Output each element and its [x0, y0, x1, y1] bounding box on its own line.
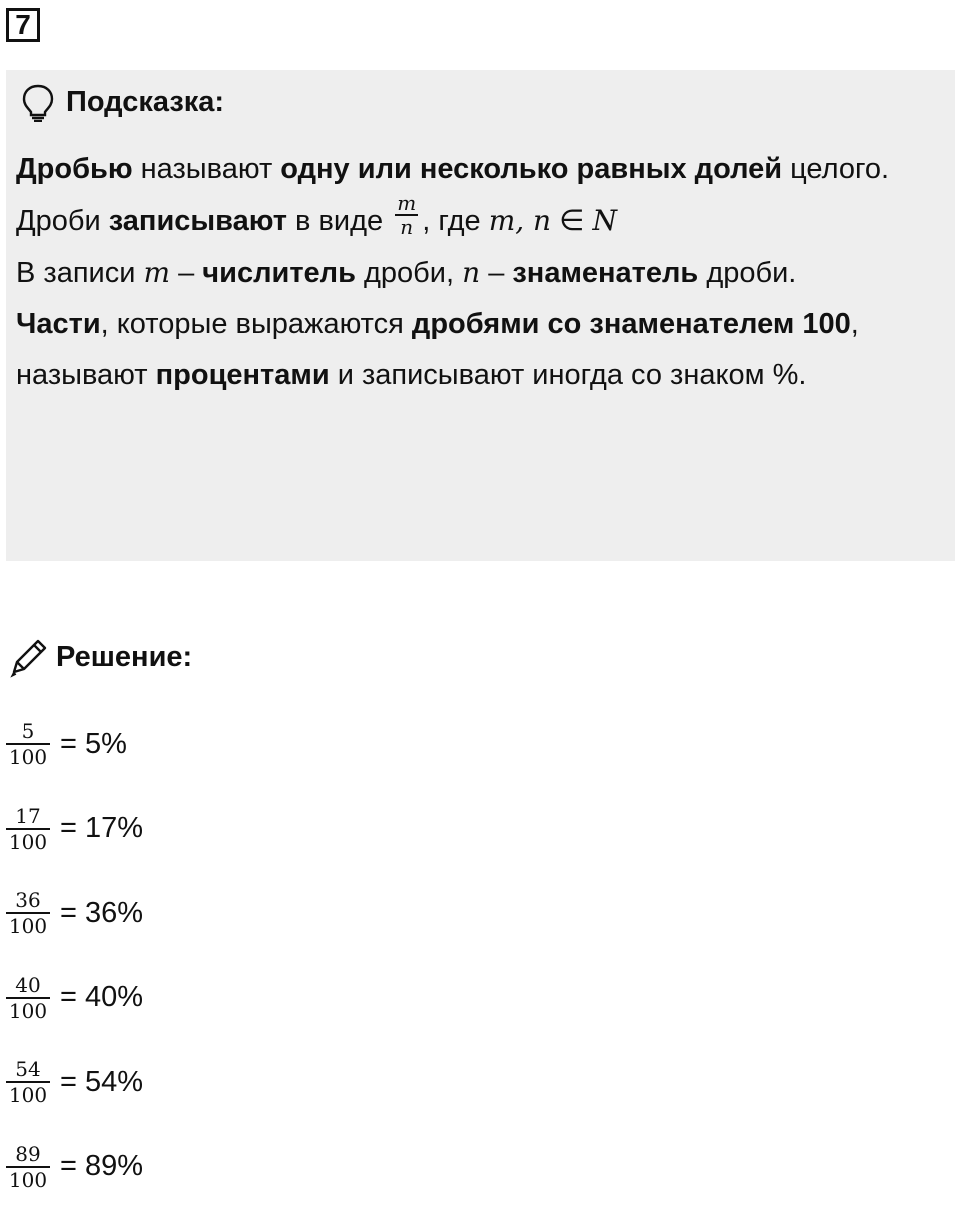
solution-header [8, 634, 192, 680]
text: дроби. [698, 257, 796, 289]
fraction-denominator: 100 [6, 1168, 50, 1192]
fraction-denominator: 100 [6, 1083, 50, 1107]
math-vars: m, n [489, 204, 551, 237]
task-number: 7 [6, 8, 40, 42]
text: Дроби [16, 205, 109, 237]
hint-header [18, 82, 224, 122]
text: – [480, 257, 512, 289]
math-m: m [143, 256, 170, 289]
fraction [6, 973, 50, 1023]
result: = 89% [60, 1150, 143, 1183]
solution-row [6, 702, 143, 787]
hint-body [16, 144, 936, 401]
solution-row [6, 871, 143, 956]
term-written: записывают [109, 205, 287, 237]
hint-title: Подсказка: [66, 86, 224, 119]
fraction [6, 888, 50, 938]
math-n: n [462, 256, 480, 289]
fraction [6, 1142, 50, 1192]
text: – [170, 257, 202, 289]
fraction-numerator: 40 [6, 973, 50, 999]
pencil-icon [8, 636, 50, 678]
solution-row [6, 787, 143, 872]
text: целого. [782, 153, 889, 185]
term-percent: процентами [156, 359, 330, 391]
solution-title: Решение: [56, 641, 192, 674]
term-fractions-100: дробями со знаменателем 100 [412, 308, 851, 340]
result: = 36% [60, 897, 143, 930]
hint-paragraph-definition [16, 144, 936, 195]
fraction [6, 719, 50, 769]
fraction-numerator: 5 [6, 719, 50, 745]
result: = 54% [60, 1066, 143, 1099]
fraction-numerator: 36 [6, 888, 50, 914]
hint-paragraph-percent [16, 299, 936, 401]
text: , которые выражаются [101, 308, 412, 340]
text: , называют [16, 308, 859, 391]
text: ∈ [551, 205, 592, 237]
fraction-denominator: 100 [6, 999, 50, 1023]
term-fraction: Дробью [16, 153, 133, 185]
fraction-denominator: 100 [6, 745, 50, 769]
term-equal-parts: одну или несколько равных долей [280, 153, 782, 185]
solution-row [6, 1125, 143, 1209]
fraction-denominator: n [395, 216, 418, 238]
math-set: N [592, 204, 617, 237]
inline-fraction [395, 192, 418, 238]
fraction-numerator: 17 [6, 804, 50, 830]
hint-box [6, 70, 955, 561]
fraction [6, 1057, 50, 1107]
lightbulb-icon [18, 82, 58, 122]
text: дроби, [356, 257, 462, 289]
result: = 17% [60, 812, 143, 845]
solution-row [6, 956, 143, 1041]
result: = 5% [60, 728, 127, 761]
solution-row [6, 1040, 143, 1125]
text: называют [133, 153, 281, 185]
hint-paragraph-notation [16, 195, 936, 247]
text: , где [422, 205, 489, 237]
term-denominator: знаменатель [512, 257, 698, 289]
fraction-numerator: m [395, 192, 418, 216]
text: в виде [287, 205, 391, 237]
fraction-numerator: 89 [6, 1142, 50, 1168]
text: и записывают иногда со знаком %. [330, 359, 807, 391]
fraction [6, 804, 50, 854]
hint-paragraph-parts [16, 247, 936, 299]
fraction-denominator: 100 [6, 914, 50, 938]
text: В записи [16, 257, 143, 289]
fraction-numerator: 54 [6, 1057, 50, 1083]
solution-list [6, 702, 143, 1209]
term-numerator: числитель [202, 257, 356, 289]
fraction-denominator: 100 [6, 830, 50, 854]
term-parts: Части [16, 308, 101, 340]
result: = 40% [60, 981, 143, 1014]
